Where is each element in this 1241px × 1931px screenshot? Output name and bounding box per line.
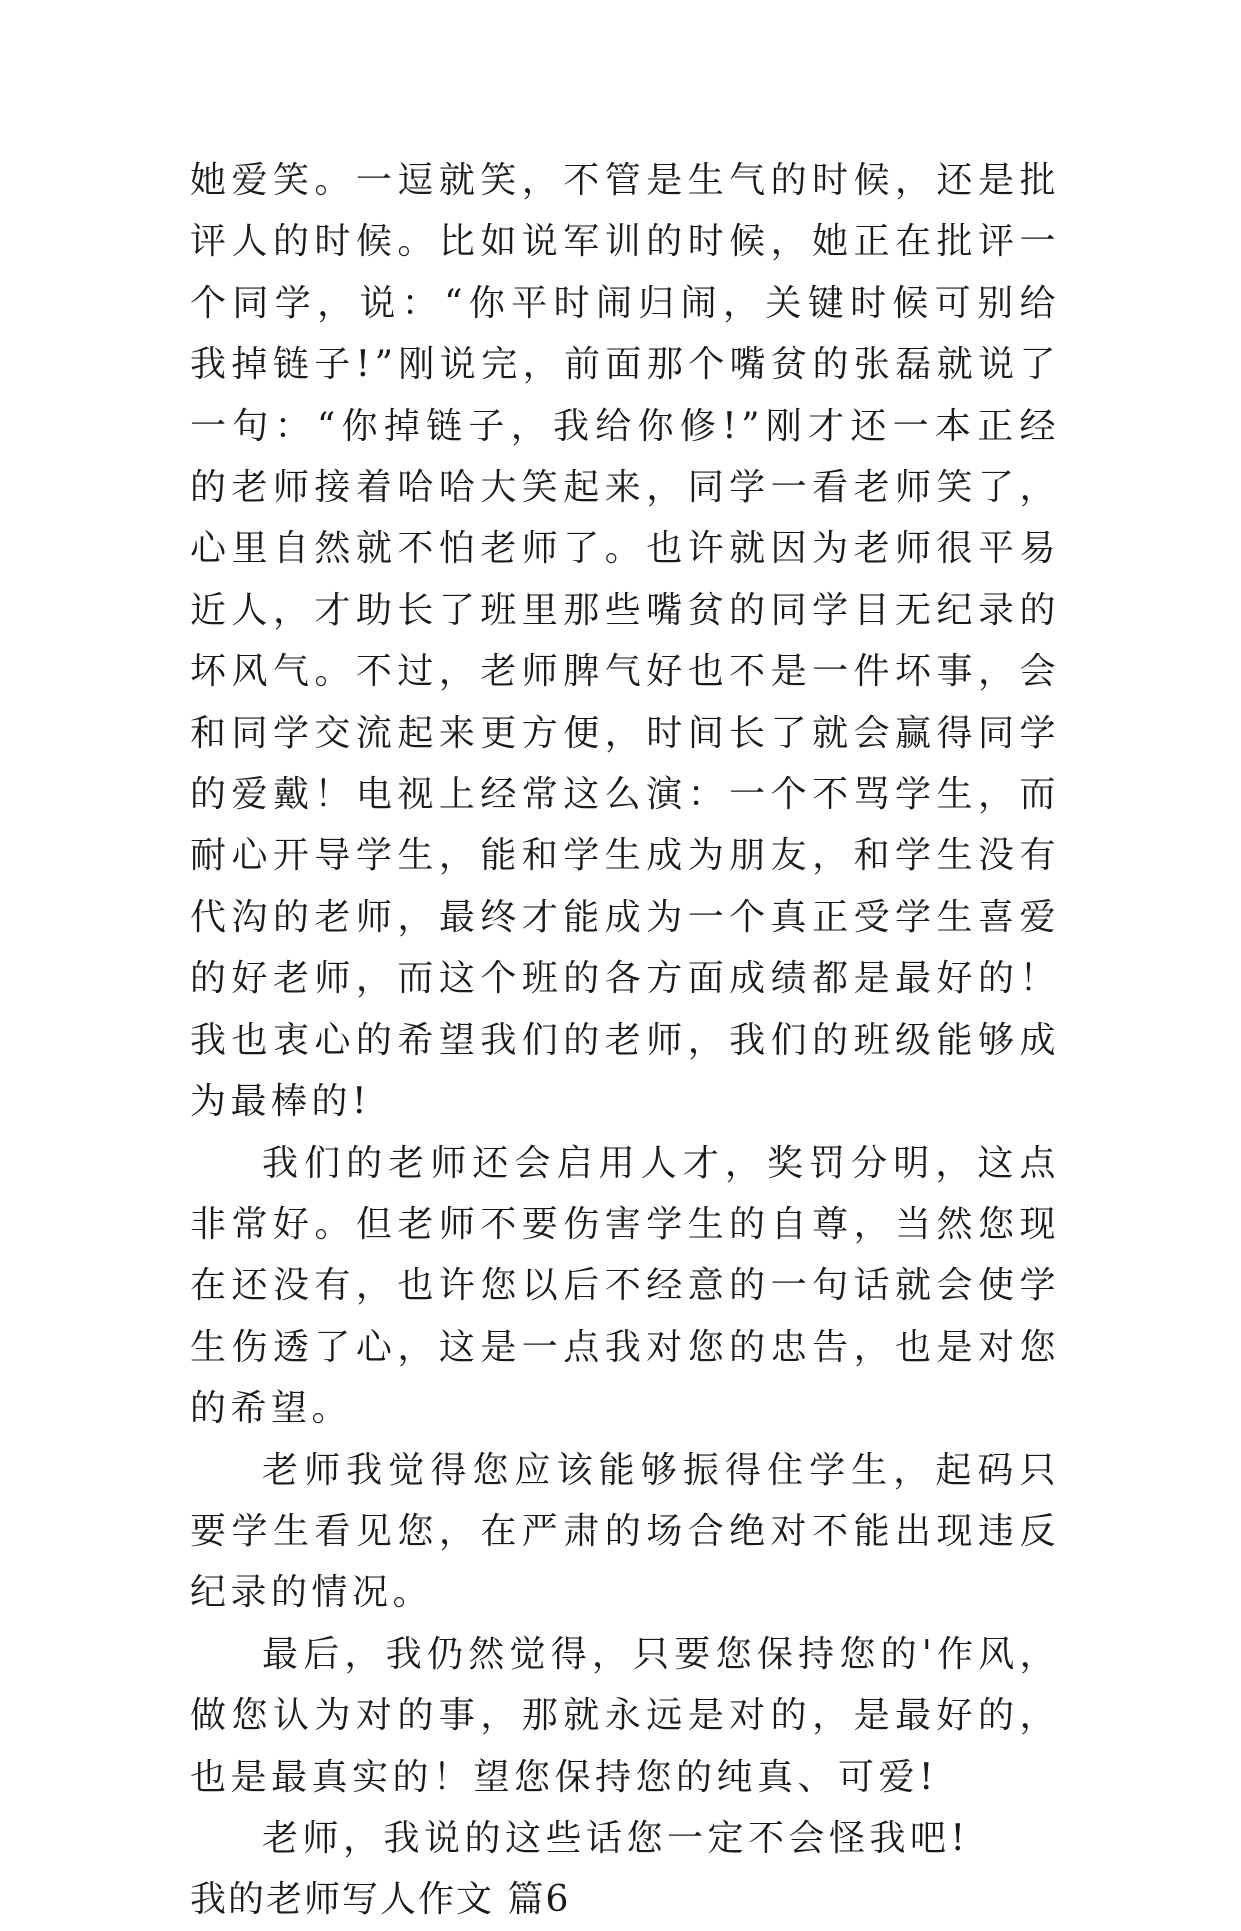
document-body — [190, 150, 1060, 1931]
paragraph-5: 老师，我说的这些话您一定不会怪我吧! — [262, 1817, 970, 1859]
section-heading: 我的老师写人作文 篇6 — [190, 1879, 571, 1921]
paragraph-1: 她爱笑。一逗就笑，不管是生气的时候，还是批评人的时候。比如说军训的时候，她正在批评一个同学，说：“你平时闹归闹，关键时候可别给我掉链子!”刚说完，前面那个嘴贫的张磊就说了一句：“你掉链子，我给你修!”刚才还一本正经的老师接着哈哈大笑起来，同学一看老师笑了，心里自然就不怕老师了。也许就因为老师很平易近人，才助长了班里那些嘴贫的同学目无纪录的坏风气。不过，老师脾气好也不是一件坏事，会和同学交流起来更方便，时间长了就会赢得同学的爱戴！电视上经常这么演：一个不骂学生，而耐心开导学生，能和学生成为朋友，和学生没有代沟的老师，最终才能成为一个真正受学生喜爱的好老师，而这个班的各方面成绩都是最好的！我也衷心的希望我们的老师，我们的班级能够成为最棒的! — [190, 160, 1060, 1123]
paragraph-3: 老师我觉得您应该能够振得住学生，起码只要学生看见您，在严肃的场合绝对不能出现违反纪录的情况。 — [190, 1449, 1060, 1614]
paragraph-4: 最后，我仍然觉得，只要您保持您的'作风，做您认为对的事，那就永远是对的，是最好的，也是最真实的！望您保持您的纯真、可爱! — [190, 1633, 1060, 1798]
paragraph-2: 我们的老师还会启用人才，奖罚分明，这点非常好。但老师不要伤害学生的自尊，当然您现在还没有，也许您以后不经意的一句话就会使学生伤透了心，这是一点我对您的忠告，也是对您的希望。 — [190, 1142, 1060, 1430]
